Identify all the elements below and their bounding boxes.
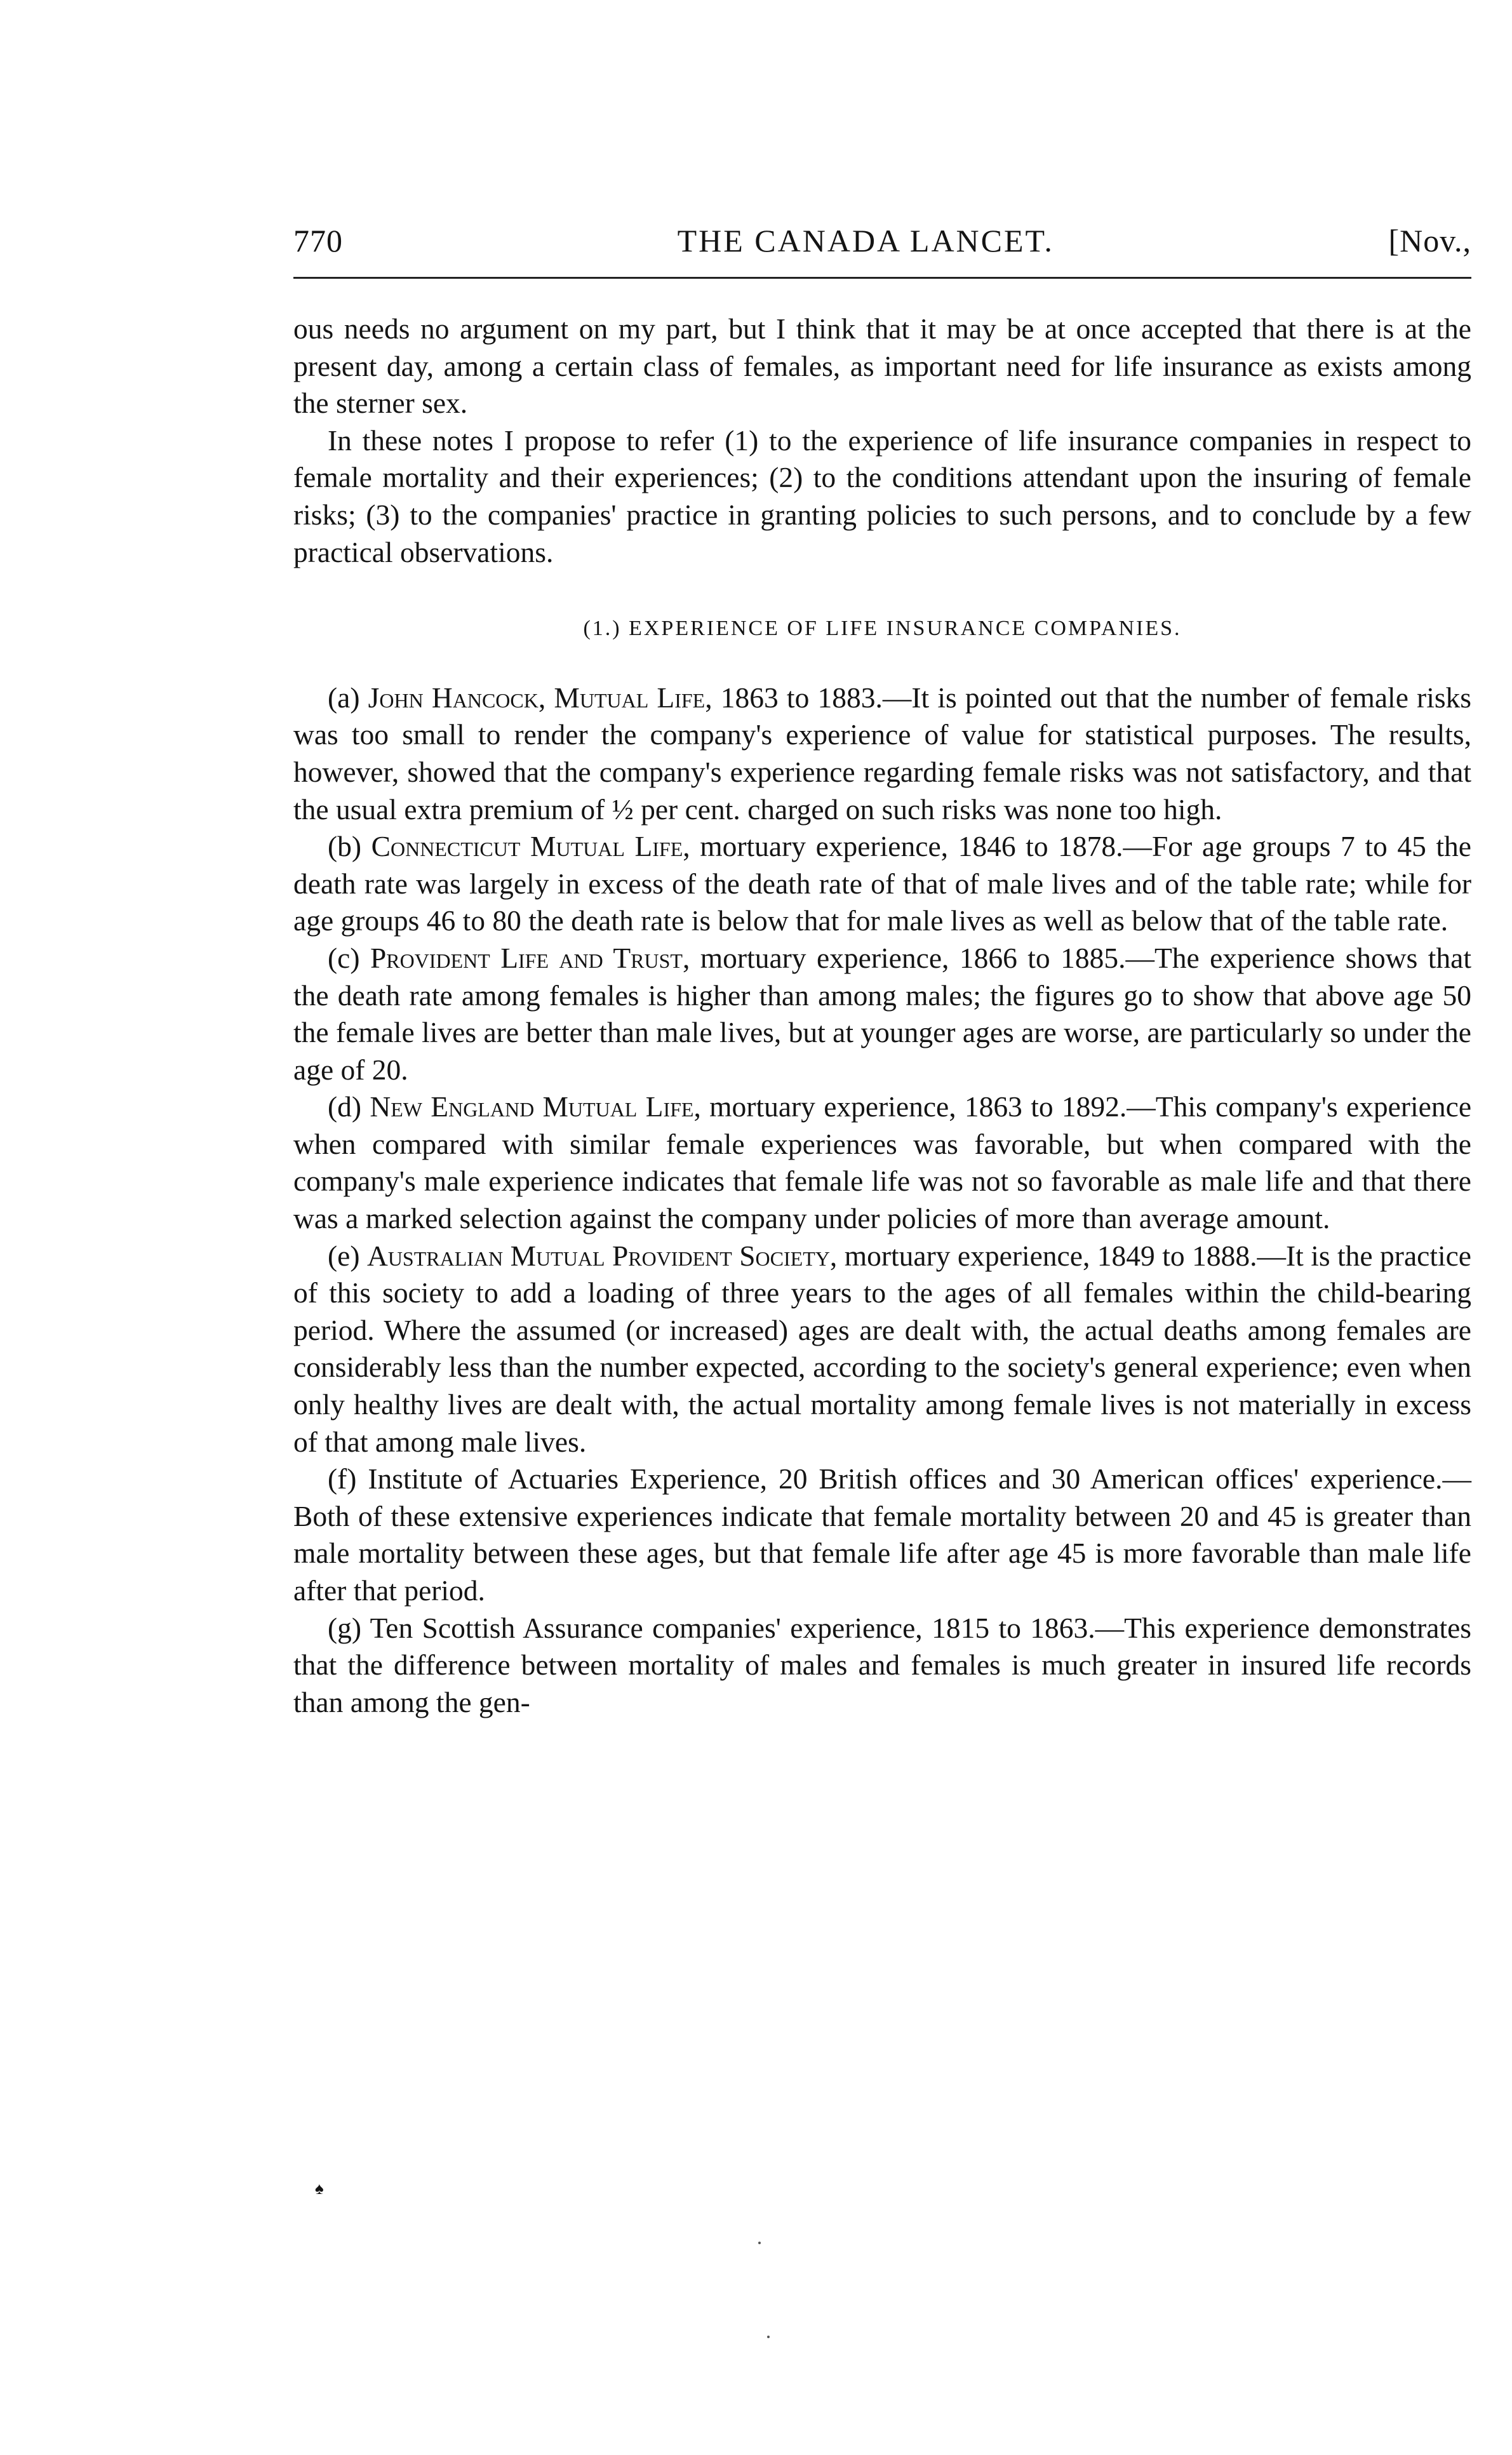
page <box>293 222 1471 1721</box>
company-name: Provident Life and Trust <box>370 941 683 974</box>
item-text: Ten Scottish Assurance companies' experience, 1815 to 1863.—This experience demonstrates that the difference between mortality of males and females is much greater in insured life records than among the gen- <box>293 1611 1471 1718</box>
item-f <box>293 1461 1471 1609</box>
running-header <box>293 222 1471 277</box>
item-label: (e) <box>328 1239 360 1272</box>
item-text: , mortuary experience, 1863 to 1892.—This company's experience when compared with similar female experiences was favorable, but when compared with the company's male experience indicates that female life was not so favorable as male life and that there was a marked selection against the company under policies of more than average amount. <box>293 1090 1472 1235</box>
paragraph: In these notes I propose to refer (1) to the experience of life insurance companies in respect to female mortality and their experiences; (2) to the conditions attendant upon the insuring of female risks; (3) to the companies' practice in granting policies to such persons, and to conclude by a few practical observations. <box>293 424 1471 568</box>
company-name: John Hancock, Mutual Life <box>368 681 706 714</box>
item-text: , mortuary experience, 1866 to 1885.—The experience shows that the death rate among females is higher than among males; the figures go to show that above age 50 the female lives are better than male lives, but at younger ages are worse, are particularly so under the age of 20. <box>293 941 1472 1086</box>
item-d <box>293 1088 1471 1237</box>
header-rule <box>293 277 1471 279</box>
item-g <box>293 1610 1471 1722</box>
item-label: (g) <box>328 1611 362 1644</box>
item-b <box>293 828 1471 940</box>
article-body <box>293 311 1471 1721</box>
printer-mark: ♠ <box>315 2179 324 2198</box>
paper-speck <box>758 2242 761 2244</box>
section-heading: (1.) EXPERIENCE OF LIFE INSURANCE COMPANIES. <box>583 617 1182 641</box>
paragraph: ous needs no argument on my part, but I think that it may be at once accepted that there is at the present day, among a certain class of females, as important need for life insurance as exists among the sterner sex. <box>293 312 1471 420</box>
item-e <box>293 1238 1471 1461</box>
company-name: Australian Mutual Provident Society <box>366 1239 830 1272</box>
item-label: (f) <box>328 1462 357 1495</box>
item-a <box>293 679 1471 828</box>
item-label: (c) <box>328 941 360 974</box>
item-text: , 1863 to 1883.—It is pointed out that the number of female risks was too small to render the company's experience of value for statistical purposes. The results, however, showed that the company's experience regarding female risks was not satisfactory, and that the usual extra premium of ½ per cent. charged on such risks was none too high. <box>293 681 1472 826</box>
company-name: Connecticut Mutual Life <box>371 830 683 863</box>
item-c <box>293 940 1471 1088</box>
item-label: (d) <box>328 1090 362 1123</box>
paper-speck <box>767 2336 770 2338</box>
item-label: (a) <box>328 681 360 714</box>
issue-label: [Nov., <box>1388 223 1471 258</box>
page-number: 770 <box>293 223 343 258</box>
item-text: , mortuary experience, 1846 to 1878.—For age groups 7 to 45 the death rate was largely in excess of the death rate of that of male lives and of the table rate; while for age groups 46 to 80 the death rate is below that for male lives as well as below that of the table rate. <box>293 830 1472 937</box>
item-text: , mortuary experience, 1849 to 1888.—It is the practice of this society to add a loading of three years to the ages of all females within the child-bearing period. Where the assumed (or increased) ages are dealt with, the actual deaths among females are considerably less than the number expected, according to the society's general experience; even when only healthy lives are dealt with, the actual mortality among female lives is not materially in excess of that among male lives. <box>293 1239 1472 1458</box>
item-text: Institute of Actuaries Experience, 20 British offices and 30 American offices' experience.—Both of these extensive experiences indicate that female mortality between 20 and 45 is greater than male mortality between these ages, but that female life after age 45 is more favorable than male life after that period. <box>293 1462 1471 1607</box>
item-label: (b) <box>328 830 362 863</box>
company-name: New England Mutual Life <box>370 1090 694 1123</box>
journal-title: THE CANADA LANCET. <box>677 223 1054 258</box>
